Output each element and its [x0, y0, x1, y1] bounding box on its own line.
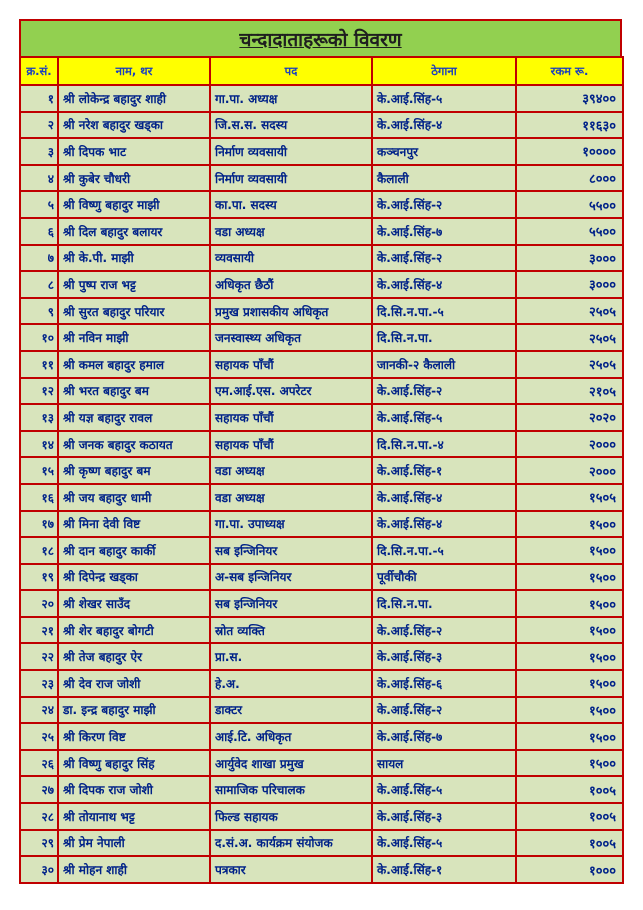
serial-cell: ४	[20, 165, 58, 192]
position-cell: का.पा. सदस्य	[210, 191, 372, 218]
serial-cell: २६	[20, 750, 58, 777]
table-row	[20, 537, 623, 564]
serial-cell: २४	[20, 697, 58, 724]
serial-cell: ९	[20, 298, 58, 325]
name-cell: श्री भरत बहादुर बम	[58, 378, 210, 405]
name-cell: श्री तोयानाथ भट्ट	[58, 803, 210, 830]
position-cell: व्यवसायी	[210, 245, 372, 272]
position-cell: प्रा.स.	[210, 643, 372, 670]
address-cell: के.आई.सिंह-६	[372, 670, 516, 697]
table-row	[20, 191, 623, 218]
serial-cell: १	[20, 85, 58, 112]
amount-cell: १५००	[516, 670, 623, 697]
name-cell: श्री नविन माझी	[58, 324, 210, 351]
address-cell: दि.सि.न.पा.-५	[372, 537, 516, 564]
table-row	[20, 378, 623, 405]
position-cell: अधिकृत छैठौं	[210, 271, 372, 298]
name-cell: श्री जय बहादुर धामी	[58, 484, 210, 511]
table-row	[20, 245, 623, 272]
table-row	[20, 404, 623, 431]
name-cell: श्री दिपक भाट	[58, 138, 210, 165]
table-row	[20, 643, 623, 670]
position-cell: स्रोत व्यक्ति	[210, 617, 372, 644]
serial-cell: २२	[20, 643, 58, 670]
position-cell: एम.आई.एस. अपरेटर	[210, 378, 372, 405]
serial-cell: १९	[20, 564, 58, 591]
amount-cell: २५०५	[516, 351, 623, 378]
address-cell: के.आई.सिंह-५	[372, 830, 516, 857]
address-cell: के.आई.सिंह-२	[372, 697, 516, 724]
serial-cell: २०	[20, 590, 58, 617]
address-cell: दि.सि.न.पा.-४	[372, 431, 516, 458]
name-cell: श्री लोकेन्द्र बहादुर शाही	[58, 85, 210, 112]
name-cell: श्री यज्ञ बहादुर रावल	[58, 404, 210, 431]
amount-cell: १००५	[516, 830, 623, 857]
position-cell: अ-सब इन्जिनियर	[210, 564, 372, 591]
amount-cell: ५५००	[516, 218, 623, 245]
address-cell: सायल	[372, 750, 516, 777]
address-cell: के.आई.सिंह-४	[372, 271, 516, 298]
serial-cell: १२	[20, 378, 58, 405]
table-row	[20, 750, 623, 777]
address-cell: के.आई.सिंह-२	[372, 191, 516, 218]
address-cell: के.आई.सिंह-३	[372, 803, 516, 830]
address-cell: के.आई.सिंह-५	[372, 85, 516, 112]
name-cell: श्री शेखर साउँद	[58, 590, 210, 617]
table-row	[20, 112, 623, 139]
header-row	[20, 57, 623, 85]
address-cell: दि.सि.न.पा.	[372, 324, 516, 351]
position-cell: जि.स.स. सदस्य	[210, 112, 372, 139]
table-row	[20, 697, 623, 724]
name-cell: श्री जनक बहादुर कठायत	[58, 431, 210, 458]
table-body	[20, 85, 623, 883]
amount-cell: २०००	[516, 457, 623, 484]
name-cell: श्री कृष्ण बहादुर बम	[58, 457, 210, 484]
header-name: नाम, थर	[58, 57, 210, 85]
name-cell: श्री दिपक राज जोशी	[58, 776, 210, 803]
name-cell: श्री शेर बहादुर बोगटी	[58, 617, 210, 644]
name-cell: श्री सुरत बहादुर परियार	[58, 298, 210, 325]
serial-cell: २	[20, 112, 58, 139]
amount-cell: १५००	[516, 643, 623, 670]
table-row	[20, 723, 623, 750]
name-cell: श्री पुष्प राज भट्ट	[58, 271, 210, 298]
address-cell: जानकी-२ कैलाली	[372, 351, 516, 378]
address-cell: के.आई.सिंह-७	[372, 218, 516, 245]
position-cell: जनस्वास्थ्य अधिकृत	[210, 324, 372, 351]
serial-cell: १६	[20, 484, 58, 511]
amount-cell: २५०५	[516, 298, 623, 325]
name-cell: श्री प्रेम नेपाली	[58, 830, 210, 857]
amount-cell: २०२०	[516, 404, 623, 431]
amount-cell: ३०००	[516, 245, 623, 272]
header-address: ठेगाना	[372, 57, 516, 85]
title-bar	[19, 19, 622, 56]
name-cell: श्री के.पी. माझी	[58, 245, 210, 272]
header-amount: रकम रू.	[516, 57, 623, 85]
serial-cell: ३	[20, 138, 58, 165]
position-cell: गा.पा. अध्यक्ष	[210, 85, 372, 112]
serial-cell: २५	[20, 723, 58, 750]
donor-sheet	[19, 19, 622, 884]
address-cell: कञ्चनपुर	[372, 138, 516, 165]
header-serial: क्र.सं.	[20, 57, 58, 85]
address-cell: के.आई.सिंह-४	[372, 511, 516, 538]
serial-cell: २७	[20, 776, 58, 803]
amount-cell: १५००	[516, 537, 623, 564]
address-cell: पूर्वीचौकी	[372, 564, 516, 591]
table-row	[20, 351, 623, 378]
amount-cell: १५००	[516, 750, 623, 777]
amount-cell: २१०५	[516, 378, 623, 405]
table-row	[20, 564, 623, 591]
serial-cell: ६	[20, 218, 58, 245]
name-cell: श्री किरण विष्ट	[58, 723, 210, 750]
position-cell: निर्माण व्यवसायी	[210, 138, 372, 165]
name-cell: श्री विष्णु बहादुर माझी	[58, 191, 210, 218]
address-cell: के.आई.सिंह-४	[372, 484, 516, 511]
table-row	[20, 484, 623, 511]
serial-cell: ५	[20, 191, 58, 218]
address-cell: के.आई.सिंह-५	[372, 404, 516, 431]
amount-cell: १५००	[516, 590, 623, 617]
address-cell: के.आई.सिंह-१	[372, 457, 516, 484]
position-cell: वडा अध्यक्ष	[210, 218, 372, 245]
address-cell: के.आई.सिंह-७	[372, 723, 516, 750]
name-cell: श्री कुबेर चौधरी	[58, 165, 210, 192]
table-row	[20, 85, 623, 112]
serial-cell: १७	[20, 511, 58, 538]
name-cell: श्री देव राज जोशी	[58, 670, 210, 697]
name-cell: श्री कमल बहादुर हमाल	[58, 351, 210, 378]
amount-cell: ५५००	[516, 191, 623, 218]
name-cell: श्री विष्णु बहादुर सिंह	[58, 750, 210, 777]
serial-cell: १३	[20, 404, 58, 431]
position-cell: सहायक पाँचौं	[210, 404, 372, 431]
serial-cell: १८	[20, 537, 58, 564]
address-cell: दि.सि.न.पा.-५	[372, 298, 516, 325]
position-cell: सहायक पाँचौं	[210, 431, 372, 458]
table-row	[20, 457, 623, 484]
serial-cell: ८	[20, 271, 58, 298]
address-cell: दि.सि.न.पा.	[372, 590, 516, 617]
address-cell: कैलाली	[372, 165, 516, 192]
address-cell: के.आई.सिंह-१	[372, 856, 516, 883]
serial-cell: ७	[20, 245, 58, 272]
name-cell: श्री दिपेन्द्र खड्का	[58, 564, 210, 591]
amount-cell: १५००	[516, 617, 623, 644]
position-cell: वडा अध्यक्ष	[210, 484, 372, 511]
amount-cell: १५००	[516, 564, 623, 591]
position-cell: वडा अध्यक्ष	[210, 457, 372, 484]
position-cell: आर्युवेद शाखा प्रमुख	[210, 750, 372, 777]
position-cell: आई.टि. अधिकृत	[210, 723, 372, 750]
position-cell: फिल्ड सहायक	[210, 803, 372, 830]
position-cell: सब इन्जिनियर	[210, 590, 372, 617]
amount-cell: १००००	[516, 138, 623, 165]
position-cell: पत्रकार	[210, 856, 372, 883]
name-cell: श्री तेज बहादुर ऐर	[58, 643, 210, 670]
name-cell: श्री मोहन शाही	[58, 856, 210, 883]
serial-cell: २१	[20, 617, 58, 644]
amount-cell: २०००	[516, 431, 623, 458]
amount-cell: १०००	[516, 856, 623, 883]
address-cell: के.आई.सिंह-२	[372, 378, 516, 405]
table-row	[20, 617, 623, 644]
position-cell: डाक्टर	[210, 697, 372, 724]
table-row	[20, 271, 623, 298]
donor-table	[19, 56, 624, 884]
amount-cell: १००५	[516, 776, 623, 803]
name-cell: श्री नरेश बहादुर खड्का	[58, 112, 210, 139]
serial-cell: २८	[20, 803, 58, 830]
table-row	[20, 324, 623, 351]
table-row	[20, 431, 623, 458]
address-cell: के.आई.सिंह-२	[372, 245, 516, 272]
serial-cell: ११	[20, 351, 58, 378]
position-cell: सब इन्जिनियर	[210, 537, 372, 564]
name-cell: श्री दिल बहादुर बलायर	[58, 218, 210, 245]
position-cell: प्रमुख प्रशासकीय अधिकृत	[210, 298, 372, 325]
serial-cell: २३	[20, 670, 58, 697]
amount-cell: १५००	[516, 723, 623, 750]
amount-cell: २५०५	[516, 324, 623, 351]
address-cell: के.आई.सिंह-३	[372, 643, 516, 670]
name-cell: डा. इन्द्र बहादुर माझी	[58, 697, 210, 724]
position-cell: द.सं.अ. कार्यक्रम संयोजक	[210, 830, 372, 857]
header-position: पद	[210, 57, 372, 85]
serial-cell: ३०	[20, 856, 58, 883]
address-cell: के.आई.सिंह-५	[372, 776, 516, 803]
serial-cell: १४	[20, 431, 58, 458]
table-row	[20, 776, 623, 803]
position-cell: सामाजिक परिचालक	[210, 776, 372, 803]
address-cell: के.आई.सिंह-२	[372, 617, 516, 644]
table-row	[20, 165, 623, 192]
name-cell: श्री मिना देवी विष्ट	[58, 511, 210, 538]
table-row	[20, 856, 623, 883]
table-row	[20, 138, 623, 165]
serial-cell: १५	[20, 457, 58, 484]
position-cell: निर्माण व्यवसायी	[210, 165, 372, 192]
page-title: चन्दादाताहरूको विवरण	[239, 28, 402, 51]
amount-cell: ११६३०	[516, 112, 623, 139]
table-row	[20, 590, 623, 617]
table-row	[20, 298, 623, 325]
amount-cell: ३९४००	[516, 85, 623, 112]
table-row	[20, 218, 623, 245]
table-row	[20, 511, 623, 538]
table-row	[20, 670, 623, 697]
position-cell: गा.पा. उपाध्यक्ष	[210, 511, 372, 538]
amount-cell: १५०५	[516, 484, 623, 511]
amount-cell: ३०००	[516, 271, 623, 298]
position-cell: सहायक पाँचौं	[210, 351, 372, 378]
amount-cell: १००५	[516, 803, 623, 830]
position-cell: हे.अ.	[210, 670, 372, 697]
serial-cell: २९	[20, 830, 58, 857]
amount-cell: ८०००	[516, 165, 623, 192]
serial-cell: १०	[20, 324, 58, 351]
table-row	[20, 830, 623, 857]
name-cell: श्री दान बहादुर कार्की	[58, 537, 210, 564]
table-row	[20, 803, 623, 830]
amount-cell: १५००	[516, 697, 623, 724]
amount-cell: १५००	[516, 511, 623, 538]
address-cell: के.आई.सिंह-४	[372, 112, 516, 139]
